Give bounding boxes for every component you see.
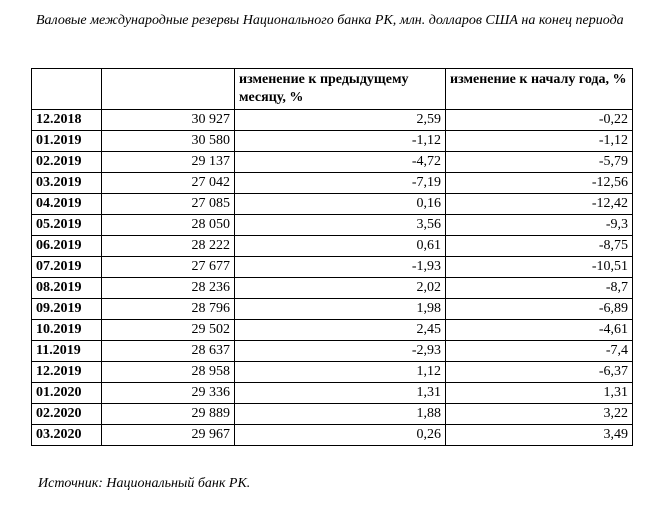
period-cell: 01.2019: [32, 131, 102, 152]
period-cell: 12.2018: [32, 110, 102, 131]
mom-change-cell: 0,26: [235, 425, 446, 446]
ytd-change-cell: 1,31: [446, 383, 633, 404]
mom-change-cell: 2,45: [235, 320, 446, 341]
period-cell: 07.2019: [32, 257, 102, 278]
mom-change-cell: 2,02: [235, 278, 446, 299]
reserves-value-cell: 28 958: [102, 362, 235, 383]
table-row: [32, 257, 633, 278]
ytd-change-cell: -5,79: [446, 152, 633, 173]
ytd-change-cell: -12,42: [446, 194, 633, 215]
mom-change-cell: -2,93: [235, 341, 446, 362]
ytd-change-cell: -4,61: [446, 320, 633, 341]
reserves-value-cell: 28 796: [102, 299, 235, 320]
mom-change-cell: 1,88: [235, 404, 446, 425]
ytd-change-cell: -8,75: [446, 236, 633, 257]
table-row: [32, 404, 633, 425]
period-cell: 06.2019: [32, 236, 102, 257]
reserves-value-cell: 29 502: [102, 320, 235, 341]
period-cell: 03.2020: [32, 425, 102, 446]
ytd-change-cell: -1,12: [446, 131, 633, 152]
reserves-value-cell: 29 967: [102, 425, 235, 446]
reserves-value-cell: 29 137: [102, 152, 235, 173]
table-header-row: [32, 69, 633, 110]
ytd-change-cell: 3,22: [446, 404, 633, 425]
mom-change-cell: 1,12: [235, 362, 446, 383]
header-value: [102, 69, 235, 110]
mom-change-cell: -1,12: [235, 131, 446, 152]
ytd-change-cell: -0,22: [446, 110, 633, 131]
table-row: [32, 320, 633, 341]
period-cell: 05.2019: [32, 215, 102, 236]
period-cell: 01.2020: [32, 383, 102, 404]
mom-change-cell: -1,93: [235, 257, 446, 278]
mom-change-cell: 0,61: [235, 236, 446, 257]
period-cell: 02.2019: [32, 152, 102, 173]
table-row: [32, 341, 633, 362]
reserves-value-cell: 28 222: [102, 236, 235, 257]
ytd-change-cell: -6,89: [446, 299, 633, 320]
header-mom-change: изменение к предыдущему месяцу, %: [235, 69, 446, 110]
reserves-value-cell: 29 889: [102, 404, 235, 425]
source-note: Источник: Национальный банк РК.: [38, 476, 251, 491]
ytd-change-cell: 3,49: [446, 425, 633, 446]
table-row: [32, 173, 633, 194]
reserves-value-cell: 30 580: [102, 131, 235, 152]
reserves-value-cell: 28 236: [102, 278, 235, 299]
mom-change-cell: 1,98: [235, 299, 446, 320]
reserves-value-cell: 29 336: [102, 383, 235, 404]
mom-change-cell: 2,59: [235, 110, 446, 131]
period-cell: 12.2019: [32, 362, 102, 383]
mom-change-cell: 3,56: [235, 215, 446, 236]
period-cell: 11.2019: [32, 341, 102, 362]
table-row: [32, 299, 633, 320]
table-row: [32, 215, 633, 236]
reserves-value-cell: 28 050: [102, 215, 235, 236]
ytd-change-cell: -10,51: [446, 257, 633, 278]
mom-change-cell: 0,16: [235, 194, 446, 215]
reserves-value-cell: 27 042: [102, 173, 235, 194]
table-row: [32, 278, 633, 299]
mom-change-cell: -7,19: [235, 173, 446, 194]
reserves-value-cell: 28 637: [102, 341, 235, 362]
mom-change-cell: 1,31: [235, 383, 446, 404]
table-row: [32, 131, 633, 152]
period-cell: 02.2020: [32, 404, 102, 425]
reserves-value-cell: 30 927: [102, 110, 235, 131]
ytd-change-cell: -6,37: [446, 362, 633, 383]
header-period: [32, 69, 102, 110]
table-row: [32, 236, 633, 257]
table-row: [32, 152, 633, 173]
period-cell: 08.2019: [32, 278, 102, 299]
reserves-table: [31, 68, 633, 446]
mom-change-cell: -4,72: [235, 152, 446, 173]
period-cell: 10.2019: [32, 320, 102, 341]
table-row: [32, 110, 633, 131]
table-title: Валовые международные резервы Национального банка РК, млн. долларов США на конец периода: [36, 13, 624, 28]
reserves-value-cell: 27 677: [102, 257, 235, 278]
table-row: [32, 425, 633, 446]
period-cell: 04.2019: [32, 194, 102, 215]
ytd-change-cell: -8,7: [446, 278, 633, 299]
ytd-change-cell: -9,3: [446, 215, 633, 236]
ytd-change-cell: -12,56: [446, 173, 633, 194]
table-row: [32, 362, 633, 383]
header-ytd-change: изменение к началу года, %: [446, 69, 633, 110]
table-row: [32, 383, 633, 404]
table-body: [32, 110, 633, 446]
table-row: [32, 194, 633, 215]
period-cell: 09.2019: [32, 299, 102, 320]
reserves-value-cell: 27 085: [102, 194, 235, 215]
period-cell: 03.2019: [32, 173, 102, 194]
ytd-change-cell: -7,4: [446, 341, 633, 362]
